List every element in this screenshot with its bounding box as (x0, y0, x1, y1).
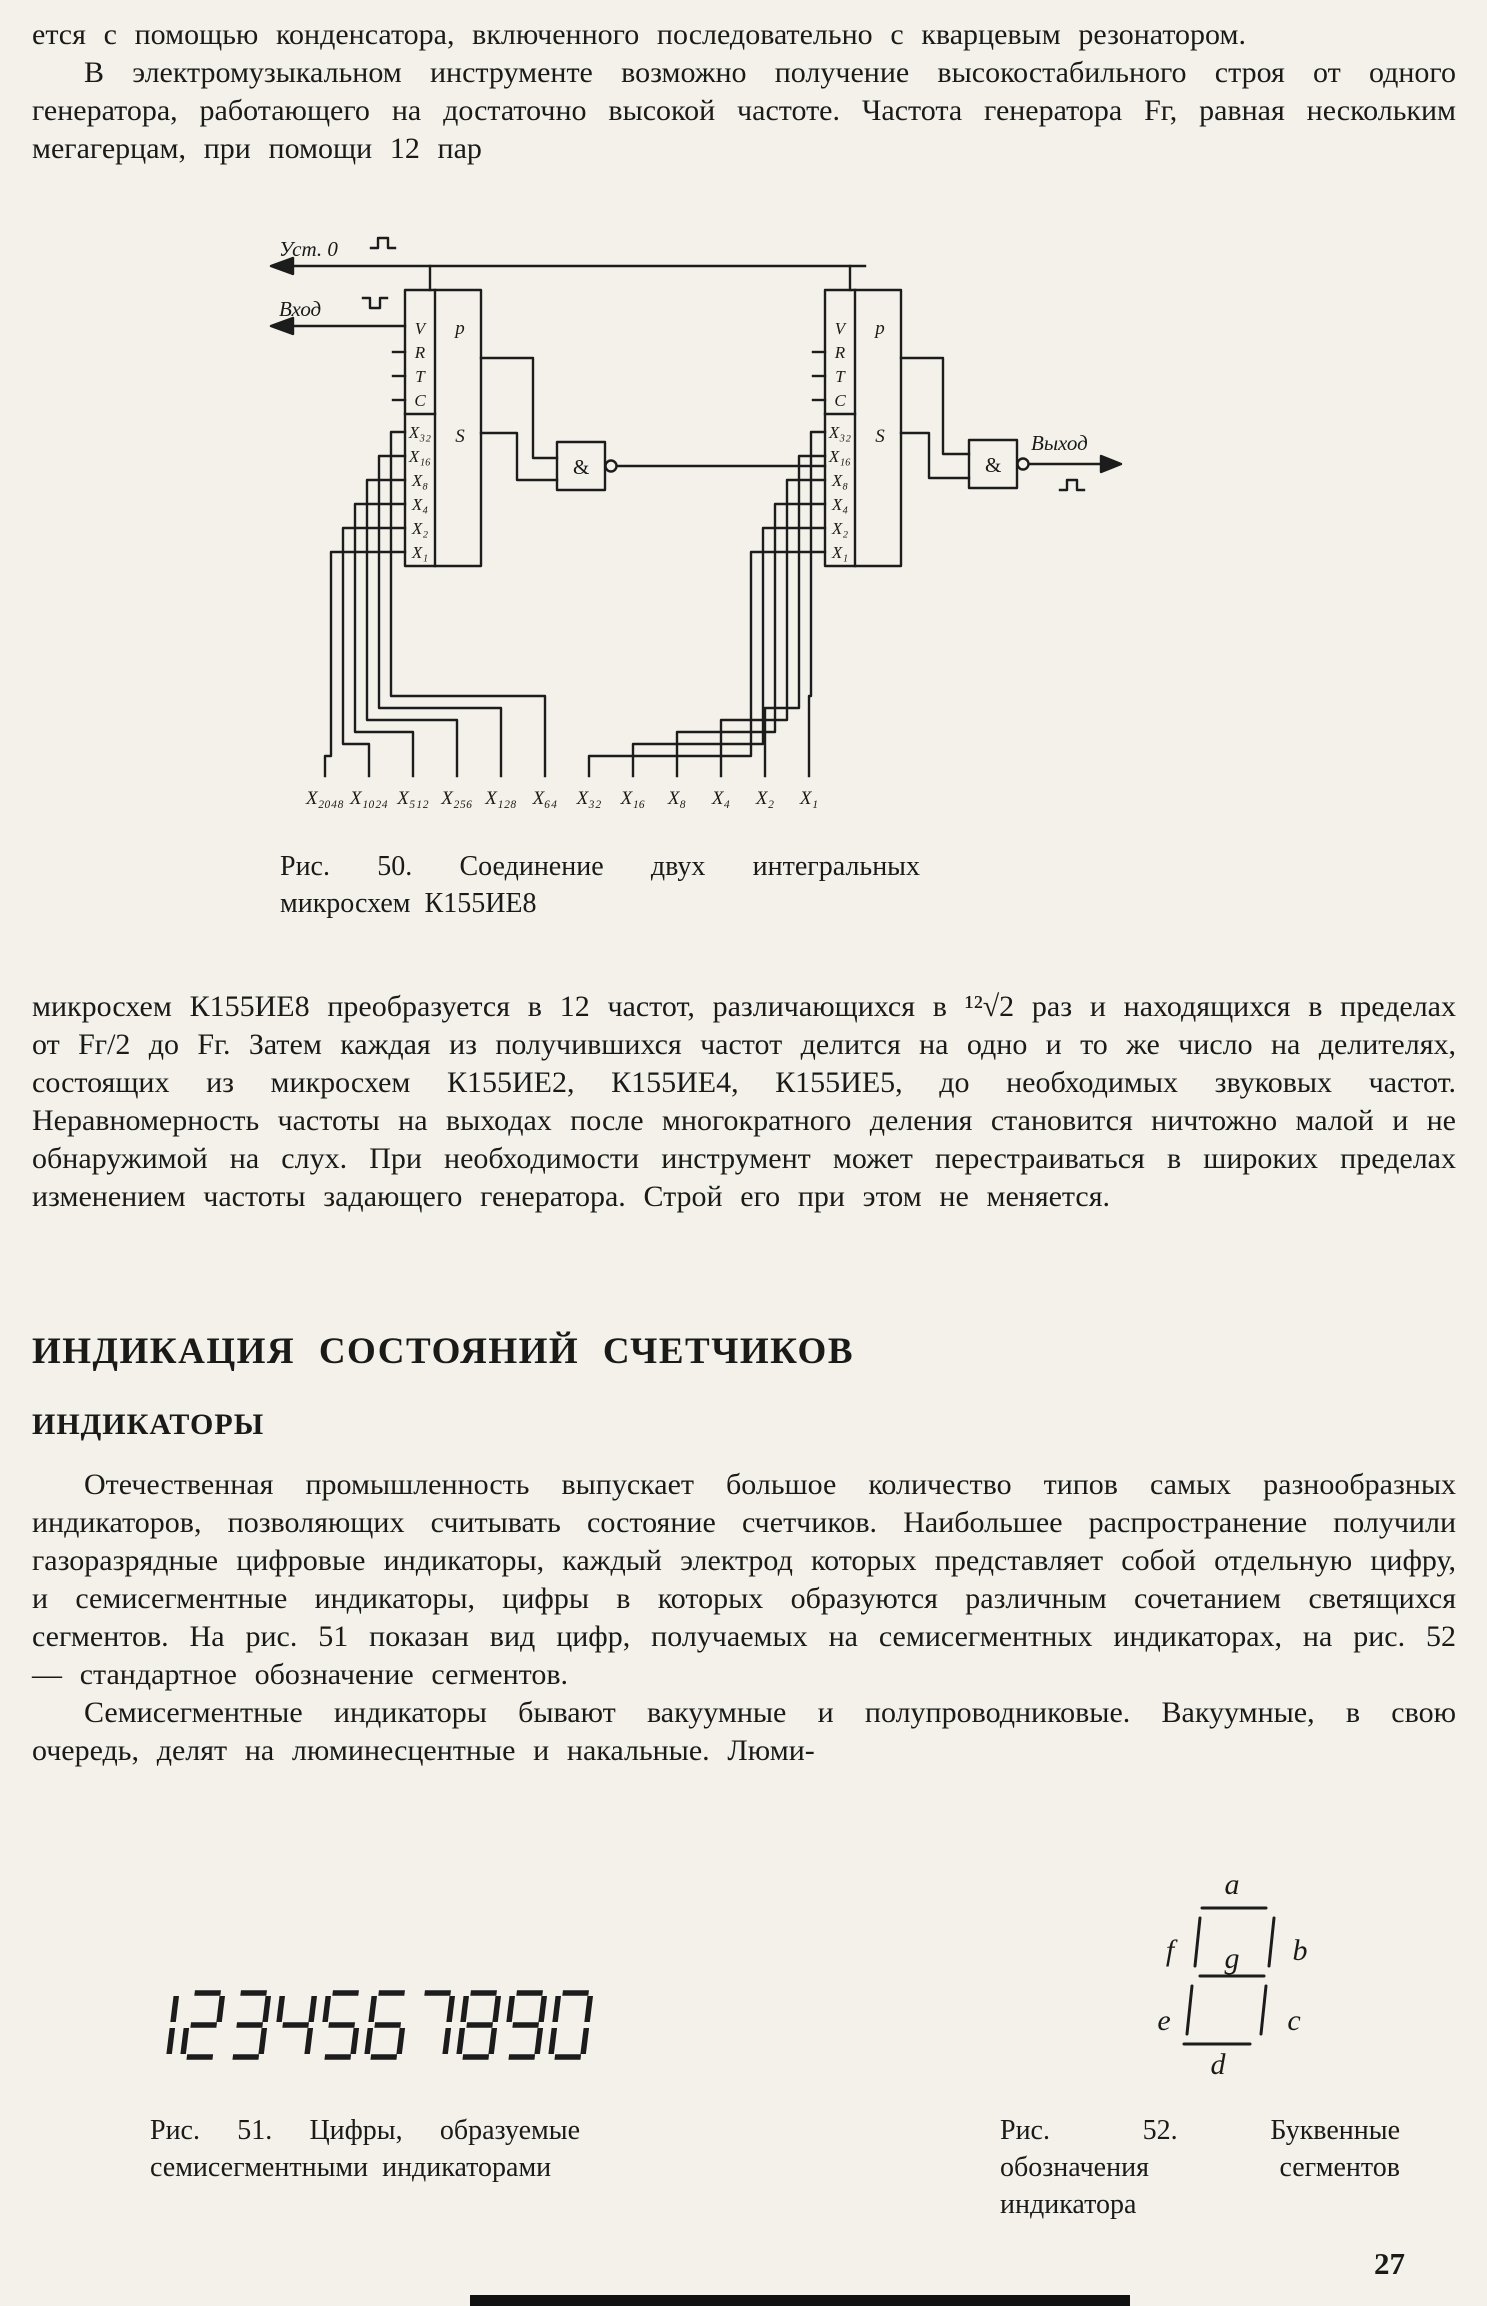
counter-chip-2 (813, 290, 901, 566)
bottom-frequency-labels (305, 788, 818, 809)
pin-label: X₂ (831, 519, 849, 538)
and-gate-1 (481, 358, 825, 490)
seven-segment-digit (321, 1993, 361, 2057)
pin-label: T (415, 367, 425, 386)
main-text-block (32, 988, 1456, 1216)
and-gate-2-symbol: & (985, 453, 1002, 477)
pin-label: C (834, 391, 846, 410)
indicators-text-block (32, 1466, 1456, 1770)
pin-label: R (414, 343, 426, 362)
pin-label: X₁ (831, 543, 849, 562)
pin-label: X₃₂ (408, 423, 432, 442)
pin-label: p (455, 318, 465, 339)
bottom-label: Х₂₀₄₈ (305, 788, 345, 809)
segment-letter-f: f (1165, 1934, 1175, 1967)
bottom-label: Х₅₁₂ (397, 788, 429, 809)
bottom-label: Х₁₂₈ (485, 788, 517, 809)
counter-chip-1 (393, 290, 481, 566)
figure52-caption: Рис. 52. Буквенные обозначения сегментов индикатора (1000, 2115, 1400, 2220)
scan-artifact-bar (470, 2295, 1130, 2306)
pin-label: X₃₂ (828, 423, 852, 442)
output-line (1029, 456, 1121, 490)
segment-letter-d: d (1210, 2048, 1226, 2081)
segment-letter-g: g (1224, 1942, 1240, 1975)
section-heading: ИНДИКАЦИЯ СОСТОЯНИЙ СЧЕТЧИКОВ (32, 1331, 854, 1372)
intro-text-block (32, 16, 1456, 168)
figure51-caption: Рис. 51. Цифры, образуемые семисегментными индикаторами (150, 2115, 580, 2183)
pin-label: p (875, 318, 885, 339)
bottom-label: Х₈ (667, 788, 687, 809)
section-subheading: ИНДИКАТОРЫ (32, 1408, 265, 1441)
seven-segment-digit (417, 1993, 452, 2054)
seven-segment-digit (367, 1993, 407, 2057)
pin-label: V (414, 319, 426, 338)
seven-segment-digit (169, 1996, 176, 2054)
pin-label: X₈ (831, 471, 849, 490)
pin-label: X₈ (411, 471, 429, 490)
seven-segment-digit (275, 1996, 314, 2054)
segment-letter-b: b (1292, 1934, 1308, 1967)
pin-label: X₁₆ (408, 447, 432, 466)
pin-label: X₂ (411, 519, 429, 538)
bottom-label: Х₁₆ (620, 788, 646, 809)
pin-label: S (455, 426, 465, 447)
reset-label: Уст. 0 (279, 237, 338, 261)
seven-segment-digit (233, 1993, 269, 2057)
bottom-label: Х₂₅₆ (441, 788, 473, 809)
paragraph-instrument: В электромузыкальном инструменте возможно получение высокостабильного строя от одного генератора, работающего на достаточно высокой частоте. Частота генератора Fг, равная нескольким мегагерцам, при помощи 12 пар (32, 56, 1456, 165)
segment-letter-a: a (1224, 1868, 1240, 1901)
paragraph-indicator-types: Семисегментные индикаторы бывают вакуумные и полупроводниковые. Вакуумные, в свою очередь, делят на люминесцентные и накальные. Люми- (32, 1696, 1456, 1767)
figure50-caption: Рис. 50. Соединение двух интегральных микросхем К155ИЕ8 (280, 851, 920, 919)
pulse-icon (371, 238, 395, 248)
pulse-icon (1060, 480, 1084, 490)
segment-strokes (1184, 1908, 1274, 2044)
chip2-output-wires (589, 432, 825, 776)
page-number: 27 (1374, 2246, 1405, 2281)
pin-label: X₄ (831, 495, 849, 514)
and-gate-1-symbol: & (573, 455, 590, 479)
chip1-pin-labels (408, 318, 465, 562)
seven-segment-digit (551, 1993, 591, 2057)
pin-label: X₄ (411, 495, 429, 514)
pin-label: X₁₆ (828, 447, 852, 466)
figure52-segment-diagram (1118, 1862, 1358, 2092)
pin-label: V (834, 319, 846, 338)
chip2-pin-labels (828, 318, 885, 562)
pulse-icon (363, 298, 387, 308)
reset-line (271, 238, 865, 290)
bottom-label: Х₃₂ (576, 788, 602, 809)
pin-label: T (835, 367, 845, 386)
paragraph-continuation: ется с помощью конденсатора, включенного последовательно с кварцевым резонатором. (32, 18, 1246, 51)
seven-segment-digits (135, 1990, 605, 2068)
pin-label: X₁ (411, 543, 429, 562)
seven-segment-digit (505, 1993, 545, 2057)
output-label: Выход (1031, 431, 1088, 455)
pin-label: C (414, 391, 426, 410)
segment-letters (1157, 1868, 1307, 2081)
bottom-label: Х₄ (711, 788, 731, 809)
bottom-label: Х₆₄ (532, 788, 558, 809)
bottom-label: Х₁₀₂₄ (349, 788, 389, 809)
and-gate-2 (901, 358, 1029, 488)
paragraph-indicators: Отечественная промышленность выпускает большое количество типов самых разнообразных индикаторов, позволяющих считывать состояние счетчиков. Наибольшее распространение получили газоразрядные цифровые индикаторы, каждый электрод которых представляет собой отдельную цифру, и семисегментные индикаторы, цифры в которых образуются различным сочетанием светящихся сегментов. На рис. 51 показан вид цифр, получаемых на семисегментных индикаторах, на рис. 52 — стандартное обозначение сегментов. (32, 1468, 1456, 1691)
seven-segment-digit (459, 1993, 499, 2057)
segment-letter-e: e (1157, 2004, 1171, 2037)
segment-letter-c: c (1287, 2004, 1301, 2037)
bottom-label: Х₁ (799, 788, 819, 809)
pin-label: S (875, 426, 885, 447)
pin-label: R (834, 343, 846, 362)
arrow-right-icon (1101, 456, 1121, 472)
seven-segment-digit (183, 1993, 223, 2057)
input-label: Вход (279, 297, 322, 321)
bottom-label: Х₂ (755, 788, 775, 809)
figure50-circuit-diagram (265, 228, 1185, 828)
paragraph-frequencies: микросхем К155ИЕ8 преобразуется в 12 частот, различающихся в ¹²√2 раз и находящихся в пределах от Fг/2 до Fг. Затем каждая из получившихся частот делится на одно и то же число на делителях, состоящих из микросхем К155ИЕ2, К155ИЕ4, К155ИЕ5, до необходимых звуковых частот. Неравномерность частоты на выходах после многократного деления становится ничтожно малой и не обнаружимой на слух. При необходимости инструмент может перестраиваться в широких пределах изменением частоты задающего генератора. Строй его при этом не меняется. (32, 990, 1456, 1213)
